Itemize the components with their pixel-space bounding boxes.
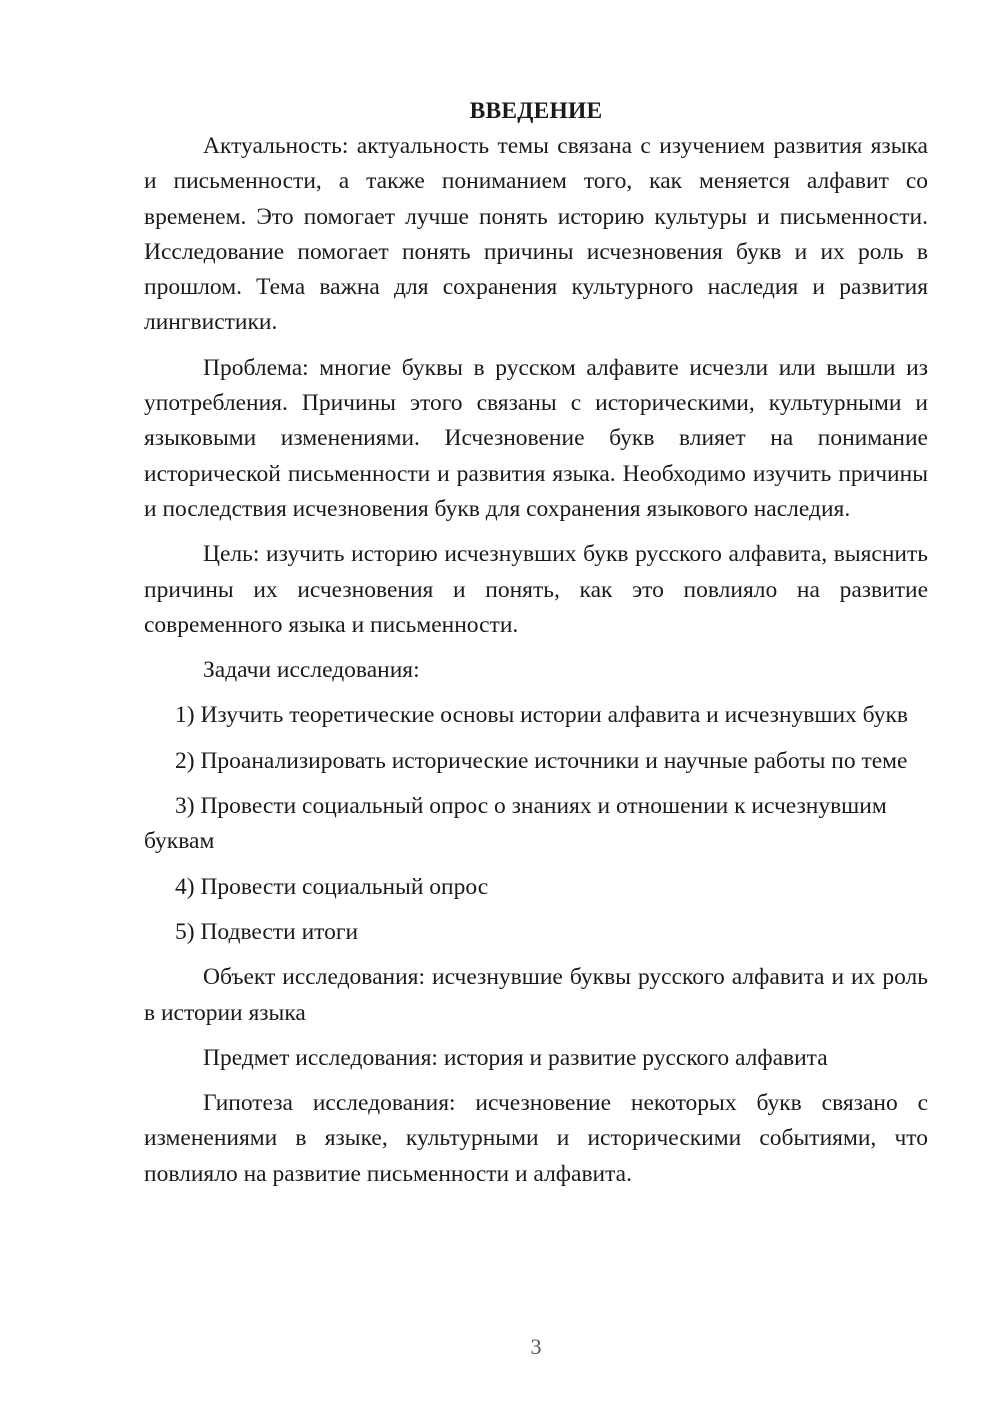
task-item: 2) Проанализировать исторические источники и научные работы по теме xyxy=(175,747,908,774)
goal-paragraph: Цель: изучить историю исчезнувших букв русского алфавита, выяснить причины их исчезновения и понять, как это повлияло на развитие современного языка и письменности. xyxy=(144,541,928,638)
page-number: 3 xyxy=(530,1334,542,1359)
task-item: 4) Провести социальный опрос xyxy=(175,873,489,900)
hypothesis-paragraph: Гипотеза исследования: исчезновение некоторых букв связано с изменениями в языке, культурными и историческими событиями, что повлияло на развитие письменности и алфавита. xyxy=(144,1090,928,1187)
task-item: 5) Подвести итоги xyxy=(175,918,359,945)
task-item: 1) Изучить теоретические основы истории алфавита и исчезнувших букв xyxy=(175,702,909,729)
object-paragraph: Объект исследования: исчезнувшие буквы русского алфавита и их роль в истории языка xyxy=(144,964,928,1026)
task-item: 3) Провести социальный опрос о знаниях и отношении к исчезнувшим буквам xyxy=(144,793,887,855)
problem-paragraph: Проблема: многие буквы в русском алфавите исчезли или вышли из употребления. Причины этого связаны с историческими, культурными и языковыми изменениями. Исчезновение букв влияет на понимание исторической письменности и развития языка. Необходимо изучить причины и последствия исчезновения букв для сохранения языкового наследия. xyxy=(144,354,928,522)
tasks-heading: Задачи исследования: xyxy=(203,657,420,684)
section-title: ВВЕДЕНИЕ xyxy=(469,98,603,124)
relevance-paragraph: Актуальность: актуальность темы связана с изучением развития языка и письменности, а также пониманием того, как меняется алфавит со временем. Это помогает лучше понять историю культуры и письменности. Исследование помогает понять причины исчезновения букв и их роль в прошлом. Тема важна для сохранения культурного наследия и развития лингвистики. xyxy=(144,133,928,336)
subject-paragraph: Предмет исследования: история и развитие русского алфавита xyxy=(203,1044,828,1071)
page-content xyxy=(144,94,928,1202)
